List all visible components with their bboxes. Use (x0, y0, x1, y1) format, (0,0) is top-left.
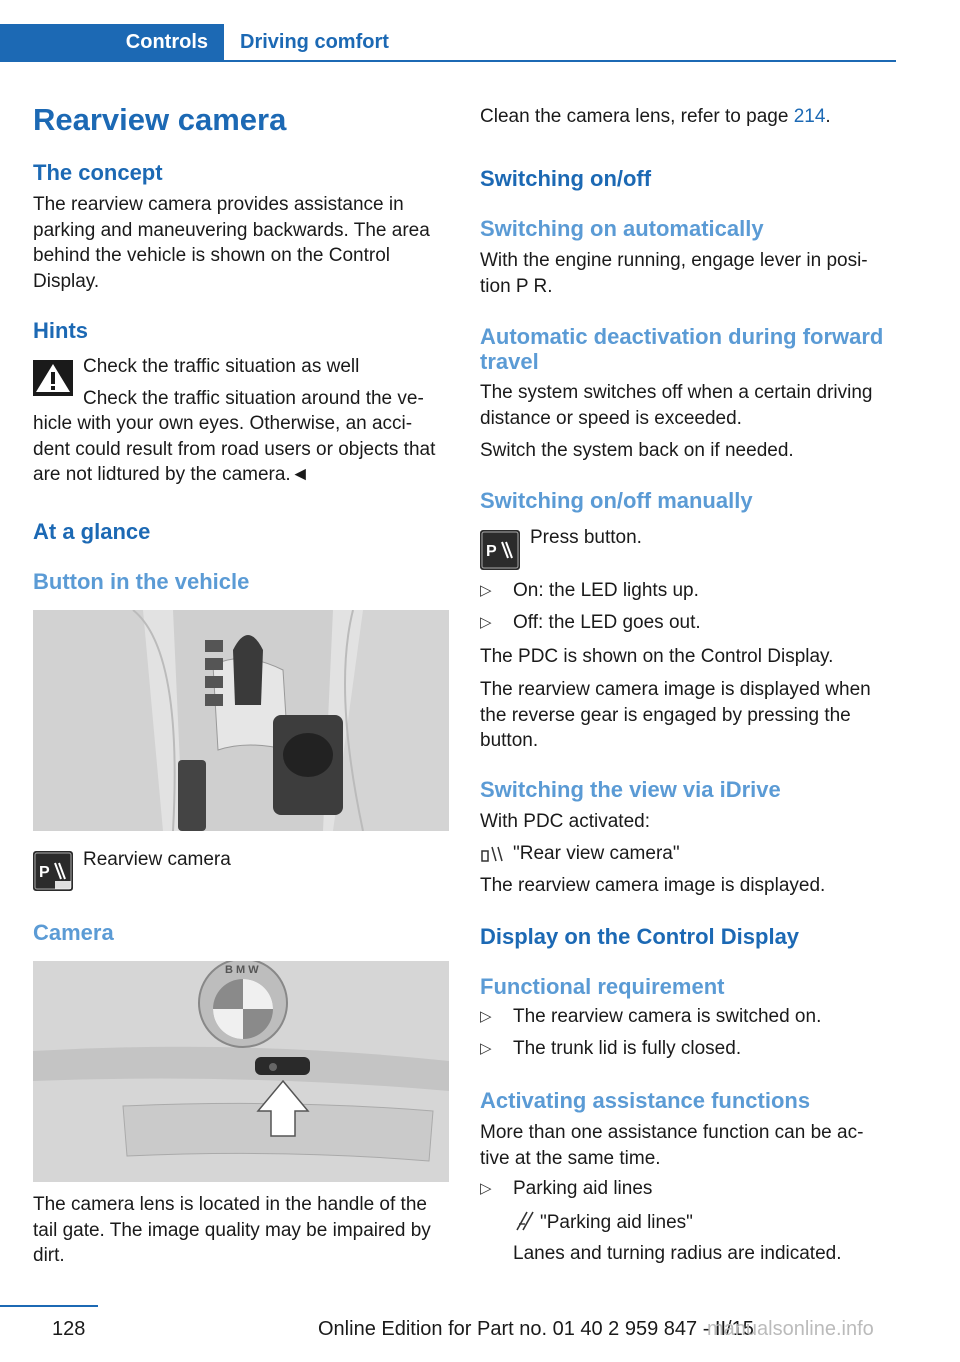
rear-view-camera-icon (480, 843, 506, 865)
pdc-button-icon (480, 530, 520, 570)
tailgate-camera-illustration (33, 961, 449, 1182)
warning-text: hicle with your own eyes. Otherwise, an acci‐ dent could result from road users or objects that are not lidtured by the camera.◄ (33, 413, 436, 485)
parking-aid-menu-item[interactable]: "Parking aid lines" (540, 1212, 693, 1233)
page-header (0, 24, 896, 62)
list-item-text: Off: the LED goes out. (513, 612, 701, 633)
section-label: Controls (125, 31, 208, 53)
auto-on-text: With the engine running, engage lever in posi‐ tion P R. (480, 250, 868, 297)
display-heading: Display on the Control Display (480, 924, 800, 949)
idrive-heading: Switching the view via iDrive (480, 777, 781, 802)
lanes-text: Lanes and turning radius are indicated. (513, 1243, 842, 1264)
list-item-text: The rearview camera is switched on. (513, 1006, 822, 1027)
warning-title: Check the traffic situation as well (83, 356, 360, 377)
edition-text: Online Edition for Part no. 01 40 2 959 847 - II/15 (318, 1318, 754, 1340)
clean-text-prefix: Clean the camera lens, refer to page (480, 106, 794, 127)
rearview-camera-button-icon (33, 851, 73, 891)
clean-text-suffix: . (825, 106, 831, 127)
header-rule (0, 60, 896, 62)
pdc-text: The PDC is shown on the Control Display. (480, 646, 834, 667)
page-214-link[interactable]: 214 (793, 106, 826, 127)
concept-text: The rearview camera provides assistance in parking and maneuvering backwards. The area behind the vehicle is shown on the Control Display. (33, 194, 430, 292)
press-button-text: Press button. (530, 527, 642, 548)
button-caption: Rearview camera (83, 849, 231, 870)
rear-view-menu-item[interactable]: "Rear view camera" (513, 843, 680, 864)
warning-text-first-line: Check the traffic situation around the ve‐ (83, 388, 424, 409)
list-item-text: The trunk lid is fully closed. (513, 1038, 742, 1059)
svg-text:P: P (486, 543, 497, 560)
auto-off-heading: Automatic deactivation during forward travel (480, 324, 884, 374)
auto-off-text: The system switches off when a certain driving distance or speed is exceeded. (480, 382, 873, 429)
functional-heading: Functional requirement (480, 974, 725, 999)
parking-aid-lines-icon (513, 1210, 537, 1232)
bullet-triangle-icon: ▷ (480, 1040, 492, 1057)
button-in-vehicle-heading: Button in the vehicle (33, 569, 250, 594)
bullet-triangle-icon: ▷ (480, 614, 492, 631)
hints-heading: Hints (33, 318, 88, 343)
camera-heading: Camera (33, 920, 114, 945)
svg-text:P: P (39, 864, 50, 881)
section-tab-driving-comfort[interactable]: Driving comfort (240, 31, 389, 53)
auto-on-heading: Switching on automatically (480, 216, 764, 241)
svg-text:B M W: B M W (225, 964, 259, 976)
rear-image-displayed-text: The rearview camera image is displayed. (480, 875, 826, 896)
section-tab-controls[interactable] (0, 24, 224, 60)
bullet-triangle-icon: ▷ (480, 582, 492, 599)
switch-back-text: Switch the system back on if needed. (480, 440, 794, 461)
tailgate-photo (33, 961, 449, 1182)
clean-lens-text (480, 104, 831, 130)
page-title: Rearview camera (33, 102, 287, 137)
console-photo (33, 610, 449, 831)
list-item-text: On: the LED lights up. (513, 580, 699, 601)
assist-heading: Activating assistance functions (480, 1088, 811, 1113)
pdc-activated-text: With PDC activated: (480, 811, 650, 832)
manual-heading: Switching on/off manually (480, 488, 753, 513)
concept-heading: The concept (33, 160, 163, 185)
footer-rule (0, 1305, 98, 1307)
list-item-text: Parking aid lines (513, 1178, 653, 1199)
bullet-triangle-icon: ▷ (480, 1180, 492, 1197)
assist-text: More than one assistance function can be ac‐ tive at the same time. (480, 1122, 864, 1169)
center-console-illustration (33, 610, 449, 831)
bullet-triangle-icon: ▷ (480, 1008, 492, 1025)
switching-heading: Switching on/off (480, 166, 652, 191)
watermark: manualsonline.info (707, 1318, 874, 1340)
page-number: 128 (52, 1318, 86, 1340)
rear-image-text: The rearview camera image is displayed when the reverse gear is engaged by pressing the button. (480, 679, 871, 751)
camera-text: The camera lens is located in the handle of the tail gate. The image quality may be impaired by dirt. (33, 1194, 431, 1266)
glance-heading: At a glance (33, 519, 151, 544)
warning-triangle-icon (33, 360, 73, 396)
